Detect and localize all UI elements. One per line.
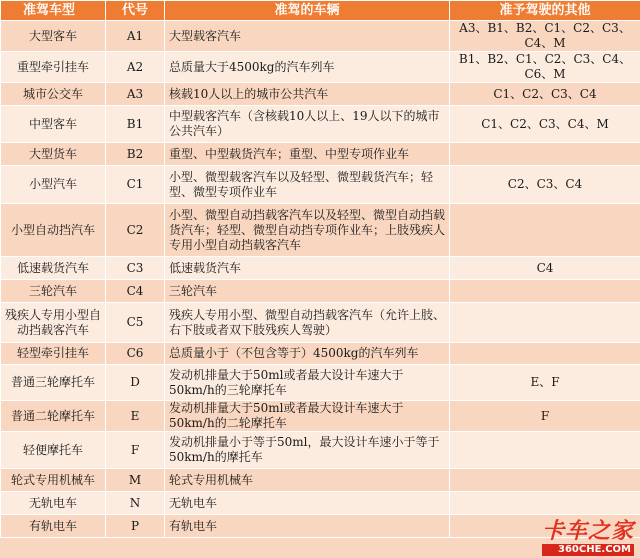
- vehicle-class-cell: 大型货车: [1, 143, 106, 166]
- other-permitted-cell: A3、B1、B2、C1、C2、C3、C4、M: [450, 21, 640, 52]
- vehicle-class-cell: 低速载货汽车: [1, 257, 106, 280]
- code-cell: A3: [106, 83, 165, 106]
- table-row: [1, 492, 640, 515]
- vehicle-class-cell: 小型汽车: [1, 166, 106, 204]
- other-permitted-cell: C1、C2、C3、C4: [450, 83, 640, 106]
- vehicle-class-cell: 重型牵引挂车: [1, 52, 106, 83]
- permitted-vehicles-cell: 残疾人专用小型、微型自动挡载客汽车（允许上肢、右下肢或者双下肢残疾人驾驶）: [165, 303, 450, 343]
- other-permitted-cell: [450, 280, 640, 303]
- vehicle-class-cell: 大型客车: [1, 21, 106, 52]
- table-row: [1, 280, 640, 303]
- other-permitted-cell: [450, 492, 640, 515]
- table-row: [1, 365, 640, 401]
- watermark-logo: 卡车之家: [541, 519, 634, 544]
- code-cell: C5: [106, 303, 165, 343]
- other-permitted-cell: [450, 432, 640, 469]
- other-permitted-cell: B1、B2、C1、C2、C3、C4、C6、M: [450, 52, 640, 83]
- code-cell: C4: [106, 280, 165, 303]
- other-permitted-cell: C1、C2、C3、C4、M: [450, 106, 640, 143]
- code-cell: B2: [106, 143, 165, 166]
- vehicle-class-cell: 轮式专用机械车: [1, 469, 106, 492]
- table-row: [1, 204, 640, 257]
- vehicle-class-cell: 无轨电车: [1, 492, 106, 515]
- vehicle-class-cell: 有轨电车: [1, 515, 106, 538]
- permitted-vehicles-cell: 小型、微型载客汽车以及轻型、微型载货汽车；轻型、微型专项作业车: [165, 166, 450, 204]
- other-permitted-cell: [450, 343, 640, 365]
- permitted-vehicles-cell: 大型载客汽车: [165, 21, 450, 52]
- table-row: [1, 106, 640, 143]
- vehicle-class-cell: 轻型牵引挂车: [1, 343, 106, 365]
- header-vehicle-class: 准驾车型: [1, 1, 106, 21]
- permitted-vehicles-cell: 发动机排量大于50ml或者最大设计车速大于50km/h的三轮摩托车: [165, 365, 450, 401]
- other-permitted-cell: F: [450, 401, 640, 432]
- other-permitted-cell: C4: [450, 257, 640, 280]
- other-permitted-cell: C2、C3、C4: [450, 166, 640, 204]
- vehicle-class-cell: 城市公交车: [1, 83, 106, 106]
- permitted-vehicles-cell: 重型、中型载货汽车；重型、中型专项作业车: [165, 143, 450, 166]
- code-cell: N: [106, 492, 165, 515]
- vehicle-class-cell: 普通二轮摩托车: [1, 401, 106, 432]
- vehicle-class-cell: 小型自动挡汽车: [1, 204, 106, 257]
- other-permitted-cell: [450, 469, 640, 492]
- permitted-vehicles-cell: 三轮汽车: [165, 280, 450, 303]
- table-row: [1, 143, 640, 166]
- vehicle-class-cell: 三轮汽车: [1, 280, 106, 303]
- other-permitted-cell: E、F: [450, 365, 640, 401]
- code-cell: B1: [106, 106, 165, 143]
- code-cell: A1: [106, 21, 165, 52]
- table-row: [1, 303, 640, 343]
- permitted-vehicles-cell: 核载10人以上的城市公共汽车: [165, 83, 450, 106]
- table-row: [1, 432, 640, 469]
- table-header-row: [1, 1, 640, 21]
- permitted-vehicles-cell: 总质量大于4500kg的汽车列车: [165, 52, 450, 83]
- permitted-vehicles-cell: 低速载货汽车: [165, 257, 450, 280]
- code-cell: C6: [106, 343, 165, 365]
- vehicle-class-cell: 普通三轮摩托车: [1, 365, 106, 401]
- header-code: 代号: [106, 1, 165, 21]
- code-cell: P: [106, 515, 165, 538]
- permitted-vehicles-cell: 总质量小于（不包含等于）4500kg的汽车列车: [165, 343, 450, 365]
- code-cell: M: [106, 469, 165, 492]
- table-row: [1, 469, 640, 492]
- code-cell: E: [106, 401, 165, 432]
- code-cell: C2: [106, 204, 165, 257]
- table-row: [1, 52, 640, 83]
- other-permitted-cell: [450, 143, 640, 166]
- header-permitted-vehicles: 准驾的车辆: [165, 1, 450, 21]
- code-cell: D: [106, 365, 165, 401]
- code-cell: C1: [106, 166, 165, 204]
- permitted-vehicles-cell: 发动机排量小于等于50ml，最大设计车速小于等于50km/h的摩托车: [165, 432, 450, 469]
- permitted-vehicles-cell: 轮式专用机械车: [165, 469, 450, 492]
- table-row: [1, 83, 640, 106]
- table-row: [1, 21, 640, 52]
- watermark: [542, 520, 634, 556]
- permitted-vehicles-cell: 有轨电车: [165, 515, 450, 538]
- header-other-permitted: 准予驾驶的其他: [450, 1, 640, 21]
- code-cell: A2: [106, 52, 165, 83]
- vehicle-class-cell: 残疾人专用小型自动挡载客汽车: [1, 303, 106, 343]
- table-row: [1, 166, 640, 204]
- permitted-vehicles-cell: 中型载客汽车（含核载10人以上、19人以下的城市公共汽车）: [165, 106, 450, 143]
- table-row: [1, 401, 640, 432]
- other-permitted-cell: [450, 303, 640, 343]
- code-cell: F: [106, 432, 165, 469]
- watermark-url: 360CHE.COM: [542, 544, 634, 556]
- table-row: [1, 257, 640, 280]
- vehicle-class-cell: 中型客车: [1, 106, 106, 143]
- code-cell: C3: [106, 257, 165, 280]
- table-row: [1, 343, 640, 365]
- permitted-vehicles-cell: 小型、微型自动挡载客汽车以及轻型、微型自动挡载货汽车；轻型、微型自动挡专项作业车；上肢残疾人专用小型自动挡载客汽车: [165, 204, 450, 257]
- vehicle-class-cell: 轻便摩托车: [1, 432, 106, 469]
- permitted-vehicles-cell: 无轨电车: [165, 492, 450, 515]
- permitted-vehicles-cell: 发动机排量大于50ml或者最大设计车速大于50km/h的二轮摩托车: [165, 401, 450, 432]
- other-permitted-cell: [450, 204, 640, 257]
